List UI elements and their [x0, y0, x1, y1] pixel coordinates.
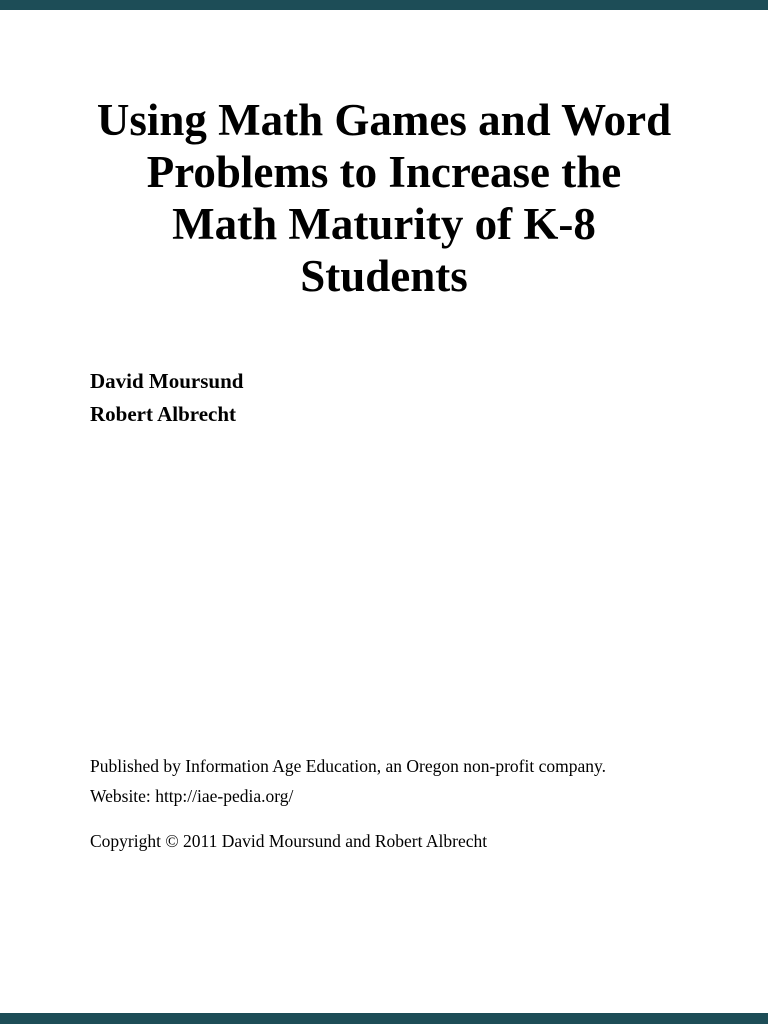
- copyright-line: Copyright © 2011 David Moursund and Robert Albrecht: [90, 831, 488, 851]
- viewer-background-strip-bottom: [0, 1013, 768, 1024]
- publisher-info: [90, 751, 708, 856]
- document-page: [0, 10, 768, 1013]
- viewer-background-strip-top: [0, 0, 768, 10]
- website-link[interactable]: http://iae-pedia.org/: [155, 786, 294, 806]
- website-label: Website:: [90, 786, 156, 806]
- authors: [90, 365, 243, 431]
- author-name-2: Robert Albrecht: [90, 402, 237, 426]
- website-line: [90, 781, 708, 811]
- author-name-1: David Moursund: [90, 369, 244, 393]
- title-line-2: Problems to Increase the: [146, 147, 622, 197]
- title-line-1: Using Math Games and Word: [96, 95, 672, 145]
- document-title: [0, 94, 768, 302]
- title-line-3: Math Maturity of K-8: [172, 199, 596, 249]
- published-by-line: Published by Information Age Education, an Oregon non-profit company.: [90, 756, 606, 776]
- title-line-4: Students: [300, 251, 468, 301]
